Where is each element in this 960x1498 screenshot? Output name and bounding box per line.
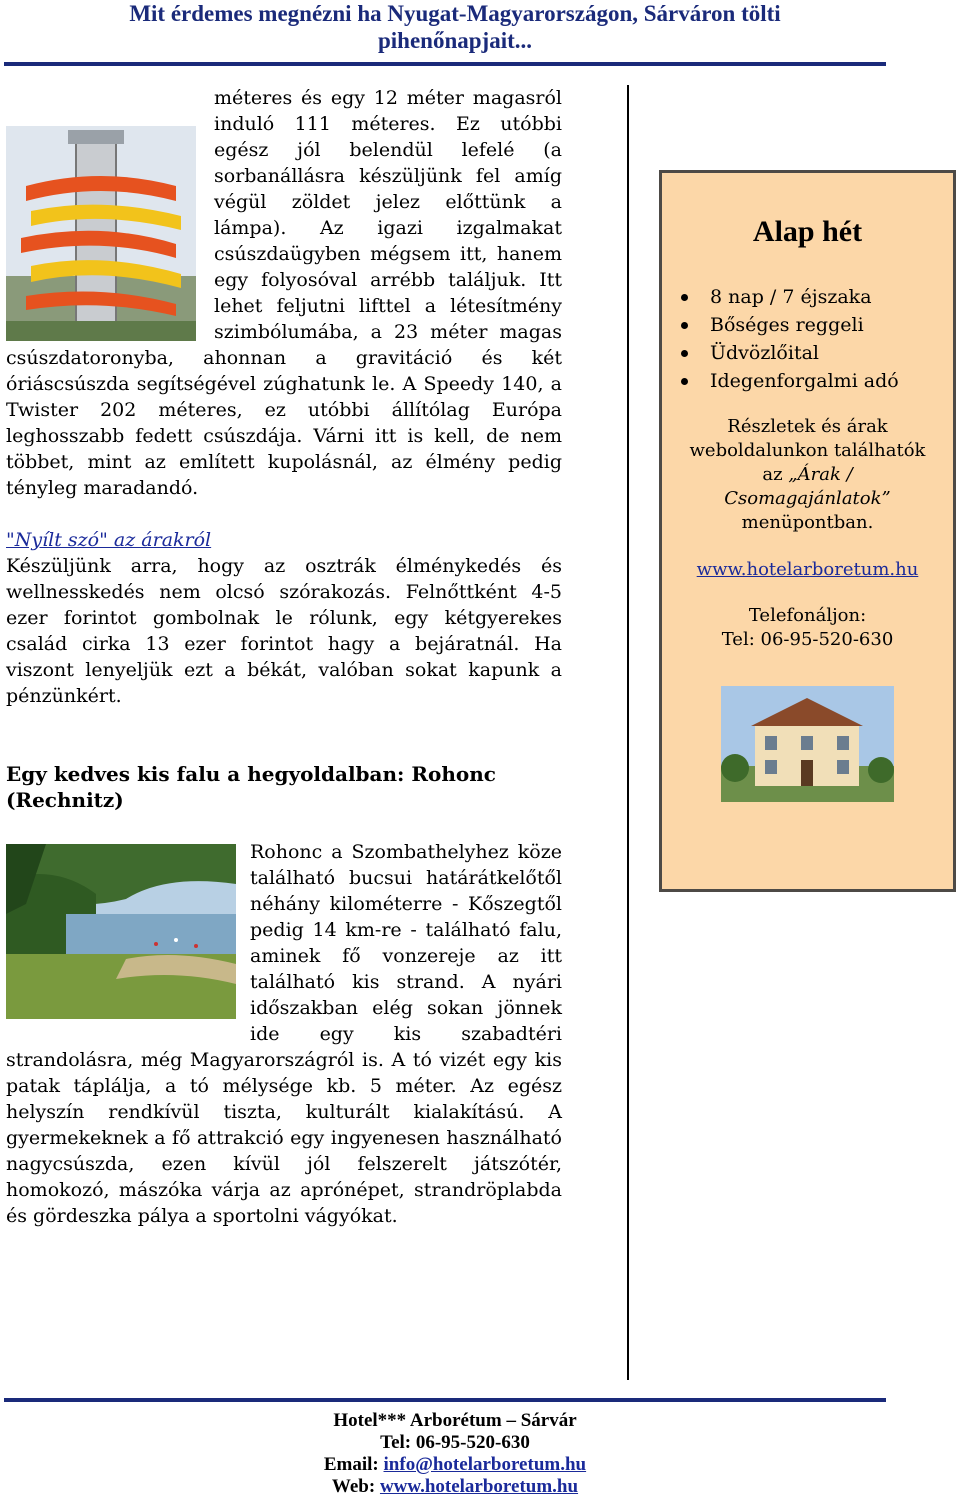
offer-phone-number: Tel: 06-95-520-630 [721, 629, 894, 650]
footer-web-link[interactable]: www.hotelarboretum.hu [379, 1476, 579, 1497]
offer-list-item: Idegenforgalmi adó [710, 367, 953, 395]
footer-phone: Tel: 06-95-520-630 [380, 1432, 530, 1453]
footer-email-line [0, 1454, 910, 1476]
article-column [6, 85, 562, 1229]
title-divider [4, 62, 886, 66]
waterslide-tower-image [6, 126, 196, 341]
offer-details [662, 415, 953, 535]
offer-details-line [662, 463, 953, 487]
offer-details-line: weboldalunkon találhatók [689, 440, 926, 461]
offer-website-link[interactable]: www.hotelarboretum.hu [696, 559, 919, 580]
article-paragraph-3 [6, 839, 562, 1229]
offer-list-item: 8 nap / 7 éjszaka [710, 283, 953, 311]
footer-web-line [0, 1476, 910, 1498]
footer-email-label: Email: [323, 1454, 379, 1475]
prices-section-link[interactable]: "Nyílt szó" az árakról [6, 529, 212, 551]
offer-list-item: Bőséges reggeli [710, 311, 953, 339]
footer-email-link[interactable]: info@hotelarboretum.hu [383, 1454, 587, 1475]
offer-phone-block [662, 604, 953, 652]
footer-hotel-name: Hotel*** Arborétum – Sárvár [333, 1410, 577, 1431]
article-paragraph-3-text: Rohonc a Szombathelyhez köze található bucsui határátkelőtől néhány kilométerre - Kőszegtől pedig 14 km-re - található falu, aminek fő vonzereje az itt található kis strand. A nyári időszakban elég sokan jönnek ide egy kis szabadtéri strandolásra, még Magyarországról is. A tó vizét egy kis patak táplálja, a tó mélysége kb. 5 méter. Az egész helyszín rendkívül tiszta, kulturált kialakítású. A gyermekeknek a fő attrakció egy ingyenesen használható nagycsúszda, ezen kívül jól felszerelt játszótér, homokozó, mászóka várja az aprónépet, strandröplabda és gördeszka pálya a sportolni vágyókat. [6, 841, 562, 1227]
offer-details-line: menüpontban. [741, 512, 874, 533]
footer-web-label: Web: [331, 1476, 376, 1497]
offer-details-menu-name-cont: Csomagajánlatok” [724, 488, 891, 509]
article-paragraph-2: Készüljünk arra, hogy az osztrák élménykedés és wellnesskedés nem olcsó szórakozás. Felnőttként 4-5 ezer forintot gombolnak le rólunk, egy kétgyerekes család cirka 13 ezer forintot hagy a bejáratnál. Ha viszont lenyeljük ezt a békát, valóban sokat kapunk a pénzünkért. [6, 555, 562, 707]
offer-details-line [662, 487, 953, 511]
column-divider [627, 85, 629, 1380]
page-title [0, 0, 910, 54]
offer-phone-label: Telefonáljon: [748, 605, 867, 626]
rohonc-section-heading: Egy kedves kis falu a hegyoldalban: Rohonc (Rechnitz) [6, 762, 496, 812]
offer-details-menu-name: „Árak / [788, 464, 853, 485]
footer [0, 1410, 910, 1498]
offer-details-line: Részletek és árak [727, 416, 888, 437]
offer-details-prefix: az [762, 464, 783, 485]
offer-list-item: Üdvözlőital [710, 339, 953, 367]
page-title-line1: Mit érdemes megnézni ha Nyugat-Magyarországon, Sárváron tölti [129, 1, 781, 26]
offer-box-title: Alap hét [752, 215, 863, 248]
article-paragraph-1-text: méteres és egy 12 méter magasról induló 111 méteres. Ez utóbbi egész jól belendül lefelé (a sorbanállásra készüljünk fel amíg végül zöldet jelez előttünk a lámpa). Az igazi izgalmakat csúszdaügyben mégsem itt, hanem egy folyosóval arrébb találjuk. Itt lehet feljutni lifttel a létesítmény szimbólumába, a 23 méter magas csúszdatoronyba, ahonnan a gravitáció és két óriáscsúszda segítségével zúghatunk le. A Speedy 140, a Twister 202 méteres, ez utóbbi állítólag Európa leghosszabb fedett csúszdája. Várni itt is kell, de nem többet, mint az említett kupolásnál, az élmény pedig tényleg maradandó. [6, 87, 562, 499]
offer-list [662, 283, 953, 395]
offer-box [659, 170, 956, 892]
lake-beach-image [6, 844, 236, 1019]
hotel-building-image [721, 686, 894, 802]
footer-divider [4, 1398, 886, 1402]
article-paragraph-1 [6, 85, 562, 501]
page-title-line2: pihenőnapjait... [377, 28, 532, 53]
